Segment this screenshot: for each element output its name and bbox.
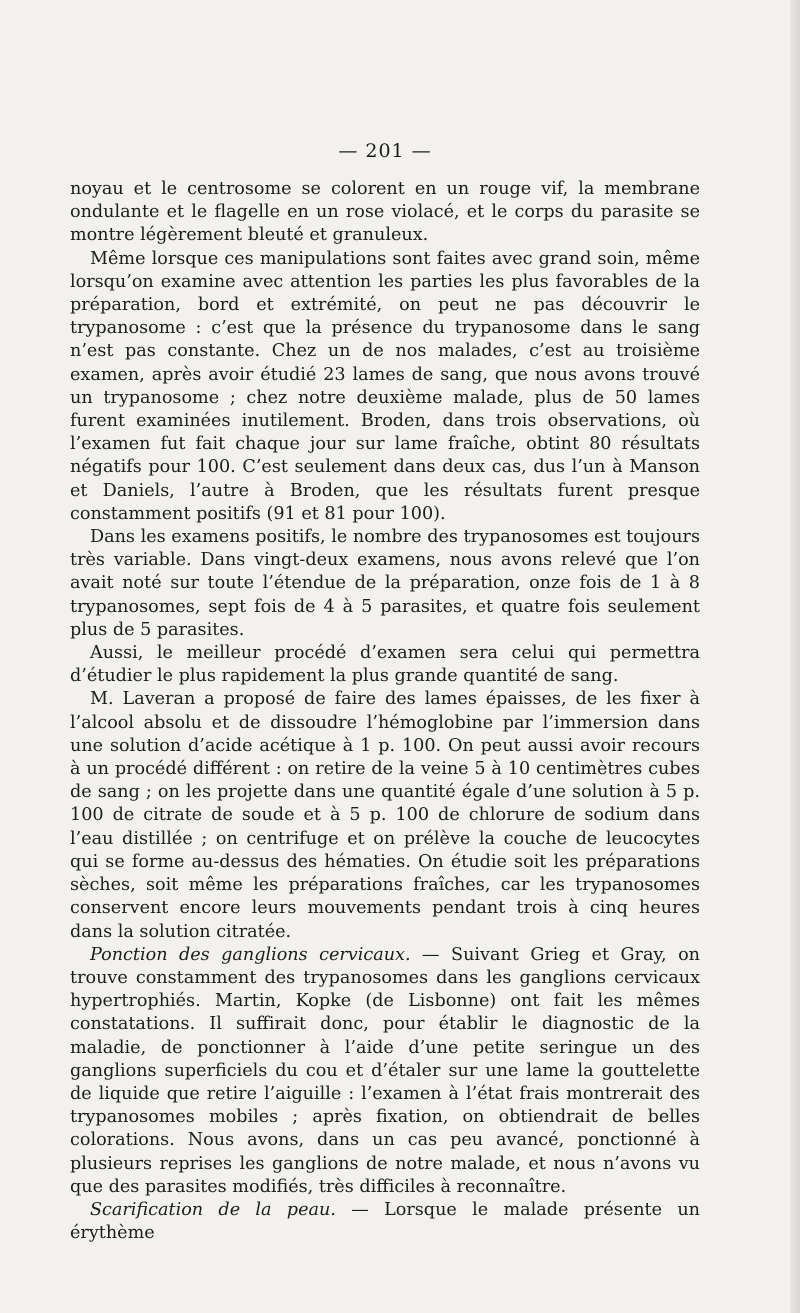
- paragraph-4: [70, 642, 700, 688]
- paragraph-4-text: Aussi, le meilleur procédé d’examen sera celui qui permettra d’étudier le plus rapidement la plus grande quantité de sang.: [70, 643, 700, 687]
- paragraph-7-text: — Lorsque le malade présente un érythème: [70, 1199, 700, 1244]
- scan-edge: [790, 0, 800, 1313]
- paragraph-1-text: noyau et le centrosome se colorent en un rouge vif, la membrane ondulante et le flagelle en un rose violacé, et le corps du parasite se montre légèrement bleuté et granuleux.: [70, 179, 700, 246]
- paragraph-5: [70, 688, 700, 943]
- paragraph-1: [70, 178, 700, 248]
- paragraph-3: [70, 526, 700, 642]
- paragraph-7: [70, 1199, 700, 1245]
- paragraph-3-text: Dans les examens positifs, le nombre des trypanosomes est toujours très variable. Dans vingt-deux examens, nous avons relevé que l’on avait noté sur toute l’étendue de la préparation, onze fois de 1 à 8 trypanosomes, sept fois de 4 à 5 parasites, et quatre fois seulement plus de 5 parasites.: [70, 527, 700, 640]
- section-title-ponction: Ponction des ganglions cervicaux.: [90, 944, 411, 965]
- paragraph-6: [70, 944, 700, 1199]
- paragraph-6-text: — Suivant Grieg et Gray, on trouve constamment des trypanosomes dans les ganglions cervicaux hypertrophiés. Martin, Kopke (de Lisbonne) ont fait les mêmes constatations. Il suffirait donc, pour établir le diagnostic de la maladie, de ponctionner à l’aide d’une petite seringue un des ganglions superficiels du cou et d’étaler sur une lame la gouttelette de liquide que retire l’aiguille : l’examen à l’état frais montrerait des trypanosomes mobiles ; après fixation, on obtiendrait de belles colorations. Nous avons, dans un cas peu avancé, ponctionné à plusieurs reprises les ganglions de notre malade, et nous n’avons vu que des parasites modifiés, très difficiles à reconnaître.: [70, 944, 700, 1197]
- paragraph-2-text: Même lorsque ces manipulations sont faites avec grand soin, même lorsqu’on examine avec attention les parties les plus favorables de la préparation, bord et extrémité, on peut ne pas découvrir le trypanosome : c’est que la présence du trypanosome dans le sang n’est pas constante. Chez un de nos malades, c’est au troisième examen, après avoir étudié 23 lames de sang, que nous avons trouvé un trypanosome ; chez notre deuxième malade, plus de 50 lames furent examinées inutilement. Broden, dans trois observations, où l’examen fut fait chaque jour sur lame fraîche, obtint 80 résultats négatifs pour 100. C’est seulement dans deux cas, dus l’un à Manson et Daniels, l’autre à Broden, que les résultats furent presque constamment positifs (91 et 81 pour 100).: [70, 248, 700, 524]
- section-title-scarification: Scarification de la peau.: [90, 1199, 336, 1220]
- paragraph-5-text: M. Laveran a proposé de faire des lames épaisses, de les fixer à l’alcool absolu et de dissoudre l’hémoglobine par l’immersion dans une solution d’acide acétique à 1 p. 100. On peut aussi avoir recours à un procédé différent : on retire de la veine 5 à 10 centimètres cubes de sang ; on les projette dans une quantité égale d’une solution à 5 p. 100 de citrate de soude et à 5 p. 100 de chlorure de sodium dans l’eau distillée ; on centrifuge et on prélève la couche de leucocytes qui se forme au-dessus des hématies. On étudie soit les préparations sèches, soit même les préparations fraîches, car les trypanosomes conservent encore leurs mouvements pendant trois à cinq heures dans la solution citratée.: [70, 689, 700, 942]
- page-number: — 201 —: [338, 140, 432, 162]
- book-page: [70, 140, 700, 1245]
- body-text: [70, 178, 700, 1245]
- paragraph-2: [70, 248, 700, 526]
